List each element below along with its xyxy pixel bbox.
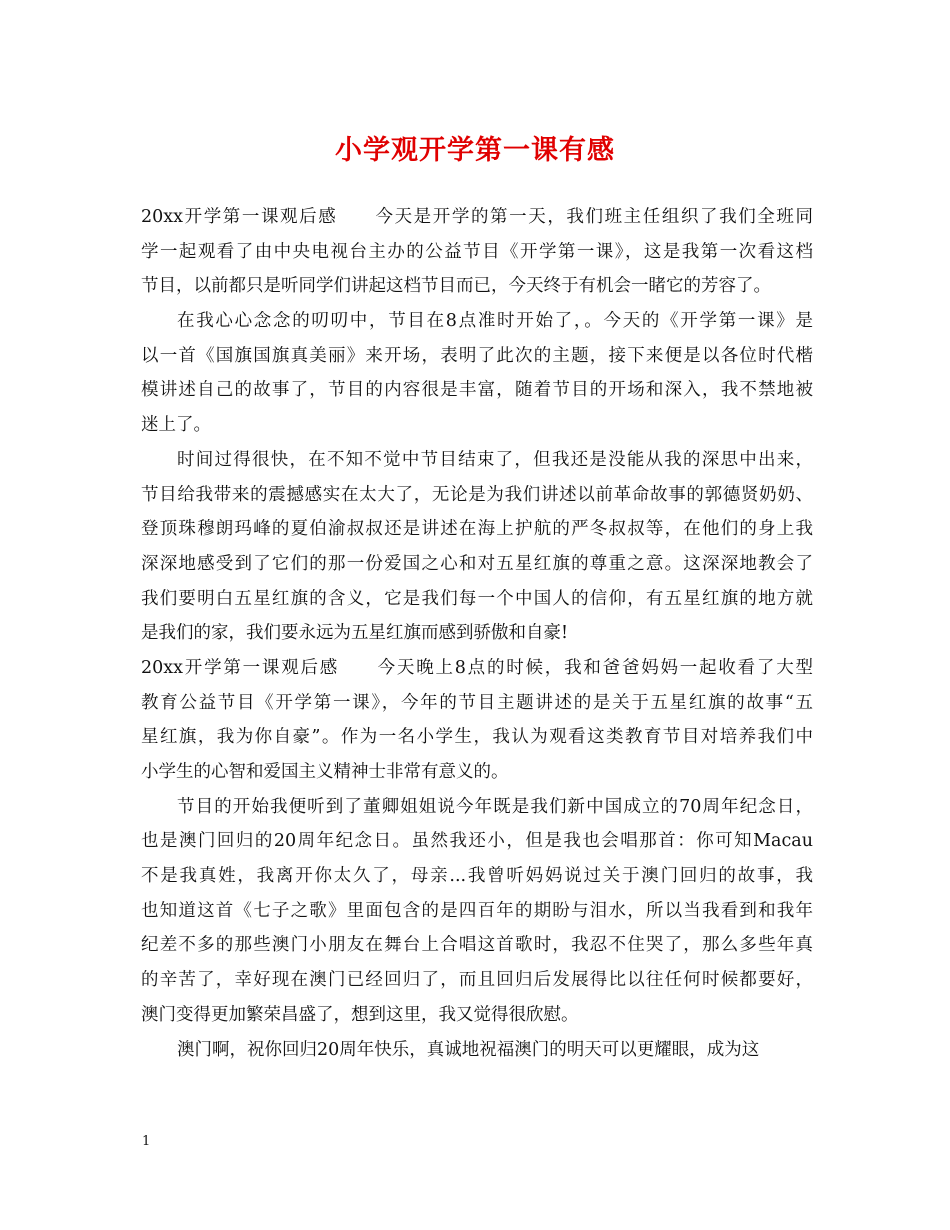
text-line: 20xx开学第一课观后感 今天晚上8点的时候，我和爸爸妈妈一起收看了大型 <box>141 657 813 678</box>
text-line: 登顶珠穆朗玛峰的夏伯渝叔叔还是讲述在海上护航的严冬叔叔等，在他们的身上我 <box>141 519 813 540</box>
text-line: 也是澳门回归的20周年纪念日。虽然我还小，但是我也会唱那首：你可知Macau <box>141 831 813 852</box>
text-line: 是我们的家，我们要永远为五星红旗而感到骄傲和自豪! <box>141 623 569 644</box>
text-line: 迷上了。 <box>141 415 211 436</box>
page-number: 1 <box>142 1134 151 1149</box>
text-line: 教育公益节目《开学第一课》，今年的节目主题讲述的是关于五星红旗的故事“五 <box>141 692 813 713</box>
text-line: 纪差不多的那些澳门小朋友在舞台上合唱这首歌时，我忍不住哭了，那么多些年真 <box>141 935 813 956</box>
text-line: 节目的开始我便听到了董卿姐姐说今年既是我们新中国成立的70周年纪念日， <box>177 796 813 817</box>
text-line: 20xx开学第一课观后感 今天是开学的第一天，我们班主任组织了我们全班同 <box>141 207 813 227</box>
text-line: 澳门啊，祝你回归20周年快乐，真诚地祝福澳门的明天可以更耀眼，成为这 <box>177 1039 760 1060</box>
text-line: 的辛苦了，幸好现在澳门已经回归了，而且回归后发展得比以往任何时候都要好， <box>141 970 813 991</box>
text-line: 深深地感受到了它们的那一份爱国之心和对五星红旗的尊重之意。这深深地教会了 <box>141 553 813 574</box>
text-line: 我们要明白五星红旗的含义，它是我们每一个中国人的信仰，有五星红旗的地方就 <box>141 588 813 609</box>
text-line: 时间过得很快，在不知不觉中节目结束了，但我还是没能从我的深思中出来， <box>177 449 813 470</box>
text-line: 澳门变得更加繁荣昌盛了，想到这里，我又觉得很欣慰。 <box>141 1004 579 1025</box>
text-line: 不是我真姓，我离开你太久了，母亲...我曾听妈妈说过关于澳门回归的故事，我 <box>141 866 813 887</box>
text-line: 在我心心念念的叨叨中，节目在8点准时开始了，。今天的《开学第一课》是 <box>177 311 813 332</box>
text-line: 小学生的心智和爱国主义精神士非常有意义的。 <box>141 762 509 782</box>
text-line: 模讲述自己的故事了，节目的内容很是丰富，随着节目的开场和深入，我不禁地被 <box>141 380 813 401</box>
text-line: 节目，以前都只是听同学们讲起这档节目而已，今天终于有机会一睹它的芳容了。 <box>141 276 771 297</box>
text-line: 星红旗，我为你自豪”。作为一名小学生，我认为观看这类教育节目对培养我们中 <box>141 727 813 748</box>
text-line: 以一首《国旗国旗真美丽》来开场，表明了此次的主题，接下来便是以各位时代楷 <box>141 345 813 366</box>
document-body <box>141 200 813 1067</box>
text-line: 节目给我带来的震撼感实在太大了，无论是为我们讲述以前革命故事的郭德贤奶奶、 <box>141 484 813 505</box>
text-line: 也知道这首《七子之歌》里面包含的是四百年的期盼与泪水，所以当我看到和我年 <box>141 900 813 921</box>
text-line: 学一起观看了由中央电视台主办的公益节目《开学第一课》，这是我第一次看这档 <box>141 241 813 262</box>
document-title: 小学观开学第一课有感 <box>335 135 615 166</box>
